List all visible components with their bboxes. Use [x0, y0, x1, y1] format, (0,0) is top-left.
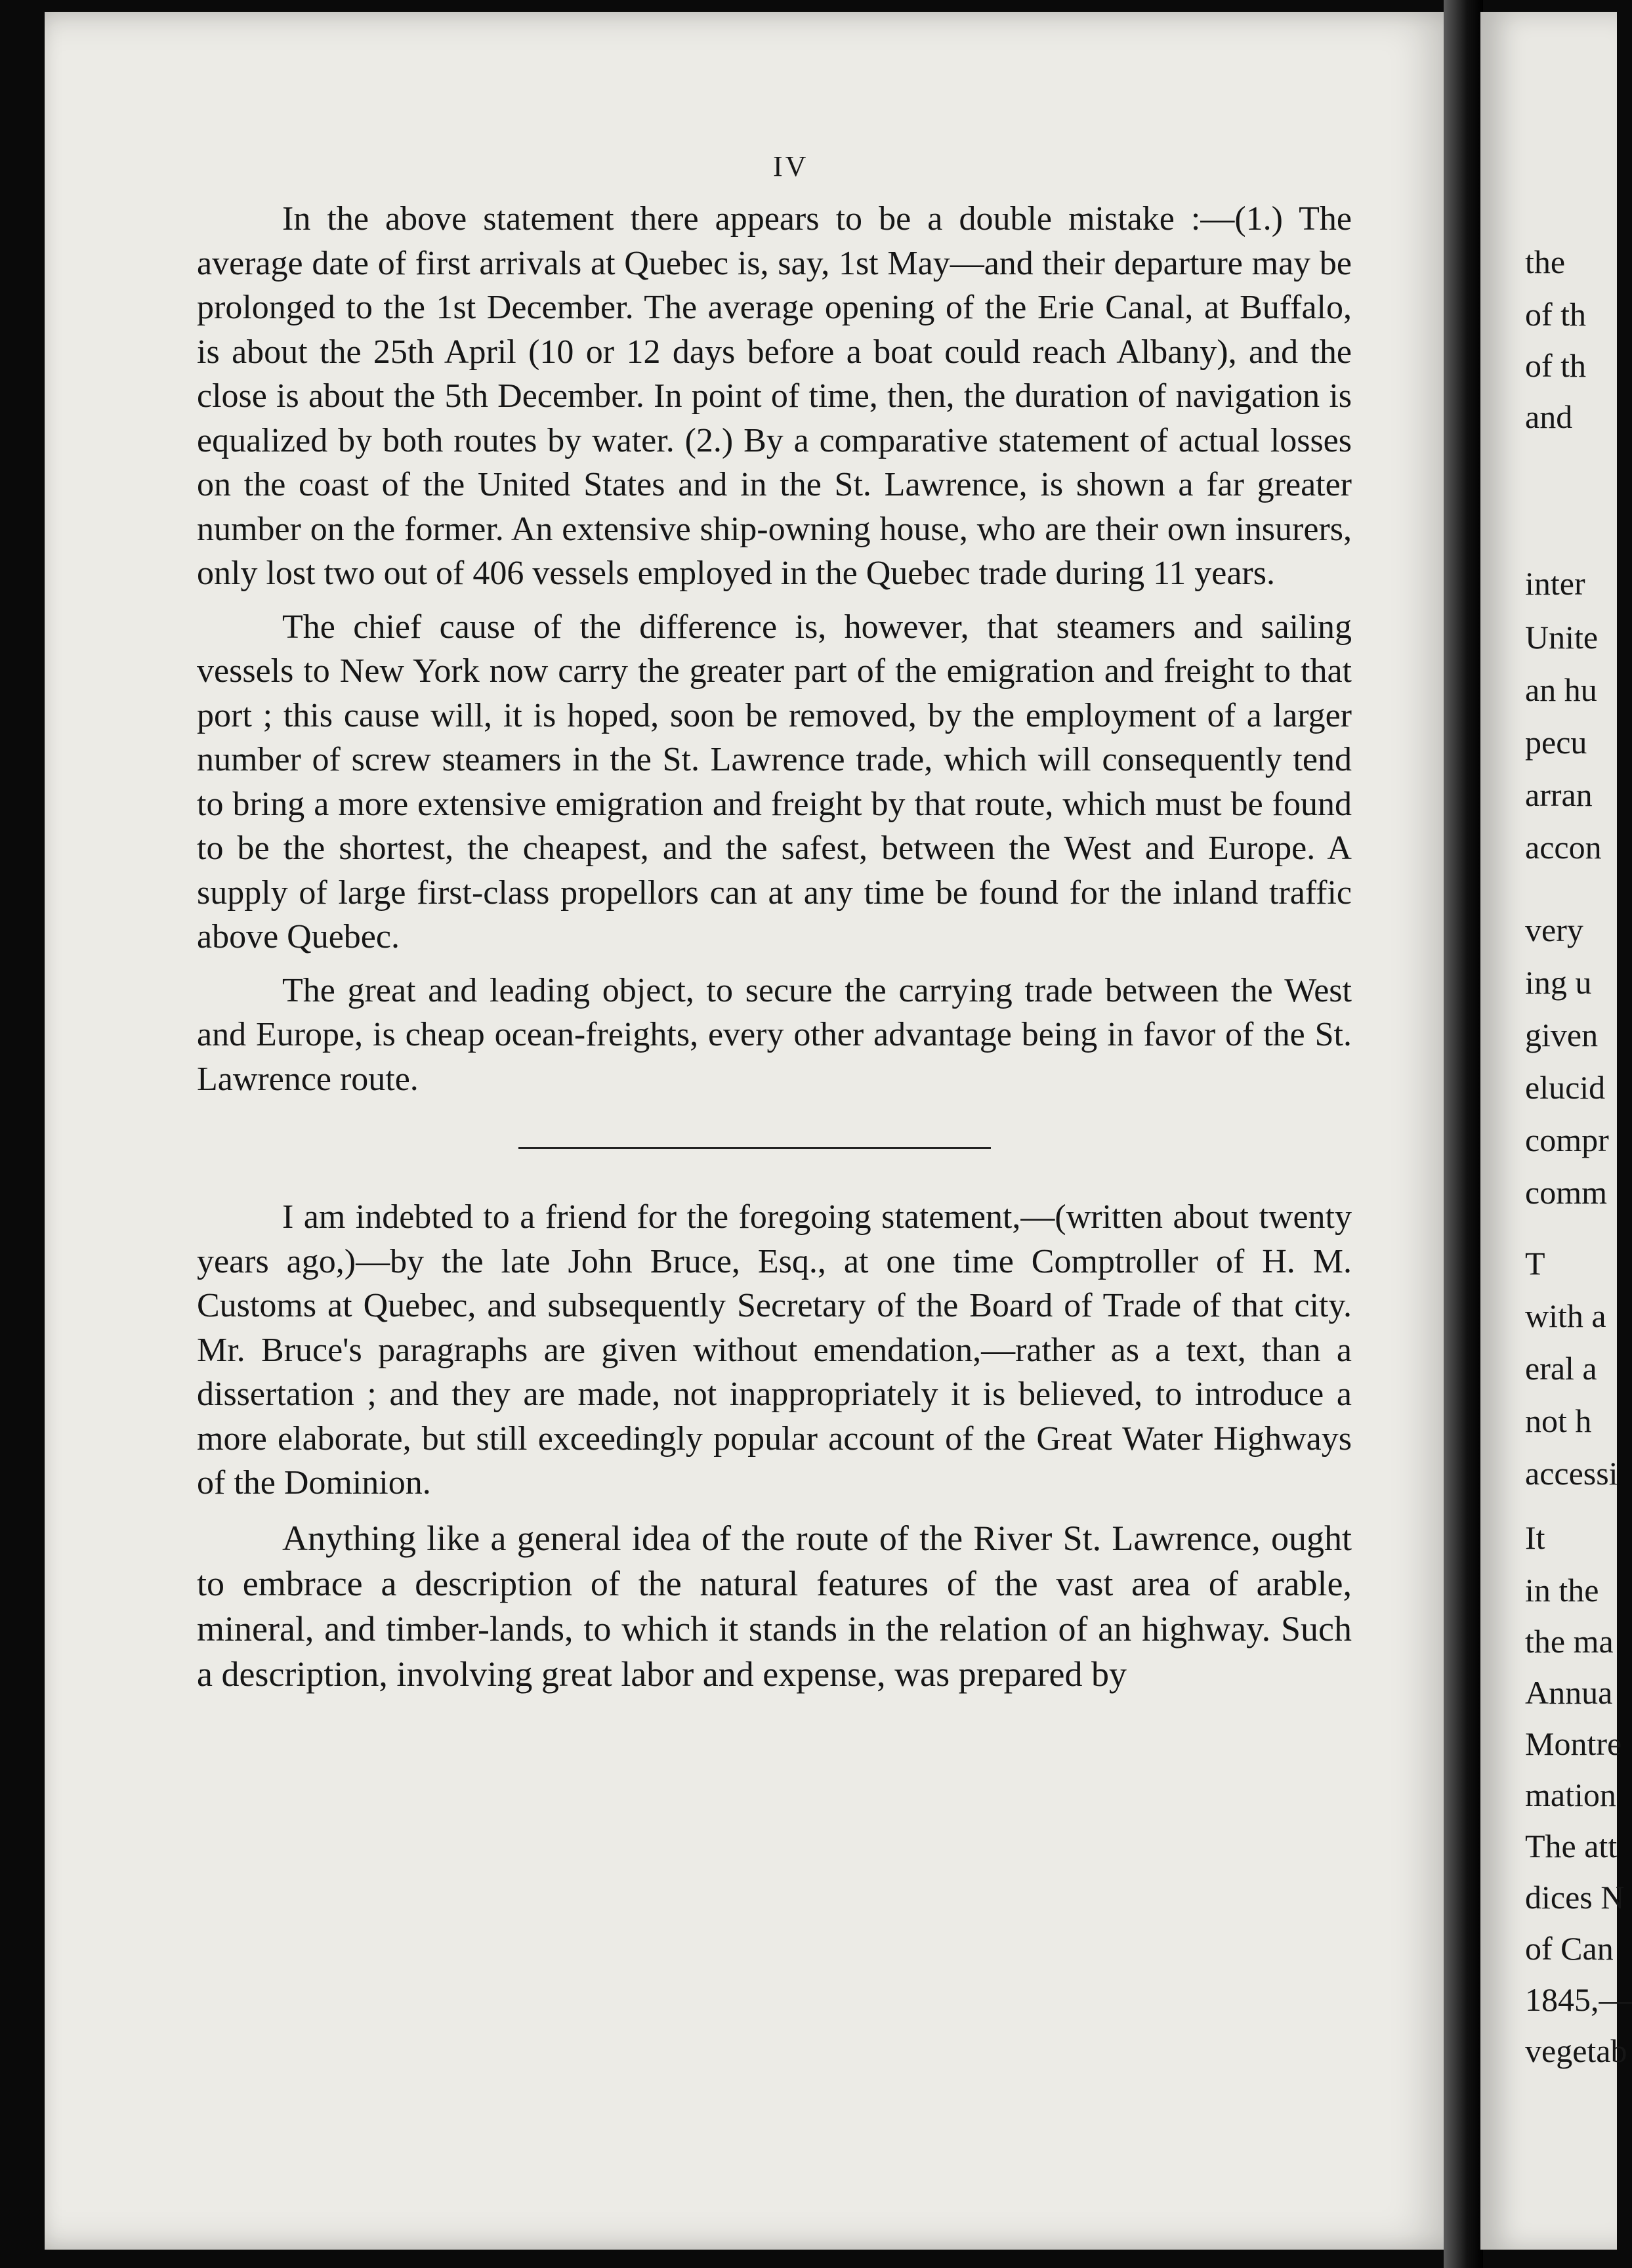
right-fragment: of th	[1525, 347, 1587, 384]
right-fragment: arran	[1525, 776, 1593, 813]
right-fragment: eral a	[1525, 1350, 1597, 1387]
right-fragment: accessi	[1525, 1455, 1618, 1492]
right-fragment: inter	[1525, 565, 1585, 602]
main-text	[197, 197, 1352, 1706]
right-fragment: with a	[1525, 1297, 1606, 1334]
right-fragment: pecu	[1525, 724, 1587, 761]
right-fragment: Unite	[1525, 619, 1599, 656]
right-fragment: very	[1525, 912, 1583, 948]
right-fragment: Montre	[1525, 1725, 1622, 1762]
right-fragment: the	[1525, 243, 1566, 280]
section-divider	[518, 1147, 991, 1149]
right-fragment: the ma	[1525, 1623, 1614, 1660]
right-fragment: It	[1525, 1519, 1545, 1556]
right-fragment: comm	[1525, 1174, 1607, 1211]
right-fragment: ing u	[1525, 964, 1592, 1001]
paragraph-5: Anything like a general idea of the route of the River St. Lawrence, ought to embrace a description of the natural features of the vast area of arable, mineral, and timber-lands, to which it stands in the relation of an highway. Such a description, involving great labor and expense, was prepared by	[197, 1518, 1352, 1694]
paragraph-4: I am indebted to a friend for the foregoing statement,—(written about twenty years ago,)—by the late John Bruce, Esq., at one time Comptroller of H. M. Customs at Quebec, and subsequently Secretary of the Board of Trade of that city. Mr. Bruce's paragraphs are given without emendation,—rather as a text, than a dissertation ; and they are made, not inappropriately it is believed, to introduce a more elaborate, but still exceedingly popular account of the Great Water Highways of the Dominion.	[197, 1198, 1352, 1502]
paragraph-2: The chief cause of the difference is, however, that steamers and sailing vessels to New York now carry the greater part of the emigration and freight to that port ; this cause will, it is hoped, soon be removed, by the employment of a larger number of screw steamers in the St. Lawrence trade, which will consequently tend to bring a more extensive emigration and freight by that route, which must be found to be the shortest, the cheapest, and the safest, between the West and Europe. A supply of large first-class propellors can at any time be found for the inland traffic above Quebec.	[197, 608, 1352, 956]
right-fragment: and	[1525, 398, 1573, 435]
right-fragment: The att	[1525, 1828, 1618, 1864]
right-fragment: not h	[1525, 1402, 1592, 1439]
right-fragment: accon	[1525, 829, 1602, 866]
right-fragment: 1845,—	[1525, 1981, 1632, 2018]
right-fragment: Annua	[1525, 1674, 1613, 1711]
right-fragment: of Can	[1525, 1930, 1614, 1967]
right-fragment: given	[1525, 1017, 1599, 1053]
right-fragment: dices N	[1525, 1879, 1625, 1916]
book-gutter	[1444, 0, 1483, 2268]
right-fragment: in the	[1525, 1572, 1599, 1608]
right-fragment: vegetab	[1525, 2032, 1627, 2069]
right-fragment: compr	[1525, 1122, 1609, 1158]
right-fragment: elucid	[1525, 1069, 1606, 1106]
page-number: IV	[773, 150, 809, 182]
paragraph-1: In the above statement there appears to be a double mistake :—(1.) The average date of first arrivals at Quebec is, say, 1st May—and their departure may be prolonged to the 1st December. The average opening of the Erie Canal, at Buffalo, is about the 25th April (10 or 12 days before a boat could reach Albany), and the close is about the 5th December. In point of time, then, the duration of navigation is equalized by both routes by water. (2.) By a comparative statement of actual losses on the coast of the United States and in the St. Lawrence, is shown a far greater number on the former. An extensive ship-owning house, who are their own insurers, only lost two out of 406 vessels employed in the Quebec trade during 11 years.	[197, 200, 1352, 592]
right-fragment: of th	[1525, 296, 1587, 333]
right-fragment: T	[1525, 1245, 1545, 1282]
right-fragment: an hu	[1525, 671, 1597, 708]
right-fragment: mation	[1525, 1776, 1616, 1813]
paragraph-3: The great and leading object, to secure the carrying trade between the West and Europe, is cheap ocean-freights, every other advantage being in favor of the St. Lawrence route.	[197, 971, 1352, 1098]
